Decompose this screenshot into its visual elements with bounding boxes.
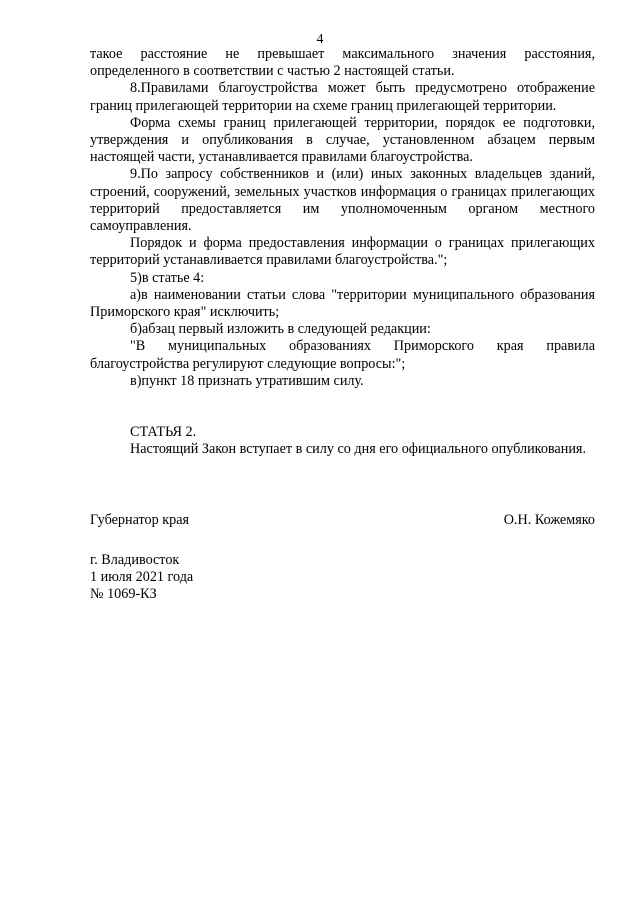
page-number: 4 (316, 32, 324, 47)
spacer (90, 390, 595, 407)
issue-details (90, 552, 193, 604)
paragraph-quoted-text: "В муниципальных образованиях Приморского края правила благоустройства регулируют следующие вопросы:"; (90, 338, 595, 372)
paragraph-item-8: 8.Правилами благоустройства может быть предусмотрено отображение границ прилегающей территории на схеме границ прилегающей территории. (90, 80, 595, 114)
signatory-name: О.Н. Кожемяко (503, 512, 595, 528)
article-heading: СТАТЬЯ 2. (130, 424, 197, 441)
article-text: Настоящий Закон вступает в силу со дня его официального опубликования. (130, 441, 586, 458)
paragraph-amendment-b: б)абзац первый изложить в следующей редакции: (130, 321, 431, 338)
paragraph-continuation: такое расстояние не превышает максимального значения расстояния, определенного в соответствии с частью 2 настоящей статьи. (90, 46, 595, 80)
issue-city: г. Владивосток (90, 552, 180, 568)
issue-number: № 1069-КЗ (90, 586, 157, 603)
paragraph-amendment-c: в)пункт 18 признать утратившим силу. (130, 372, 364, 389)
paragraph-amendment-5: 5)в статье 4: (130, 269, 205, 286)
spacer (90, 407, 595, 424)
document-body (90, 46, 595, 458)
signatory-title: Губернатор края (90, 512, 190, 528)
paragraph-amendment-a: а)в наименовании статьи слова "территории муниципального образования Приморского края" исключить; (90, 286, 595, 321)
paragraph-info-procedure: Порядок и форма предоставления информации о границах прилегающих территорий устанавливается правилами благоустройства."; (90, 235, 595, 269)
issue-date: 1 июля 2021 года (90, 569, 194, 586)
signature-line (90, 512, 595, 529)
paragraph-scheme-form: Форма схемы границ прилегающей территории, порядок ее подготовки, утверждения и опубликования в случае, установленном абзацем первым настоящей части, устанавливается правилами благоустройства. (90, 114, 595, 166)
paragraph-item-9: 9.По запросу собственников и (или) иных законных владельцев зданий, строений, сооружений, земельных участков информация о границах прилегающих территорий предоставляется им уполномоченным органом местного самоуправления. (90, 166, 595, 235)
